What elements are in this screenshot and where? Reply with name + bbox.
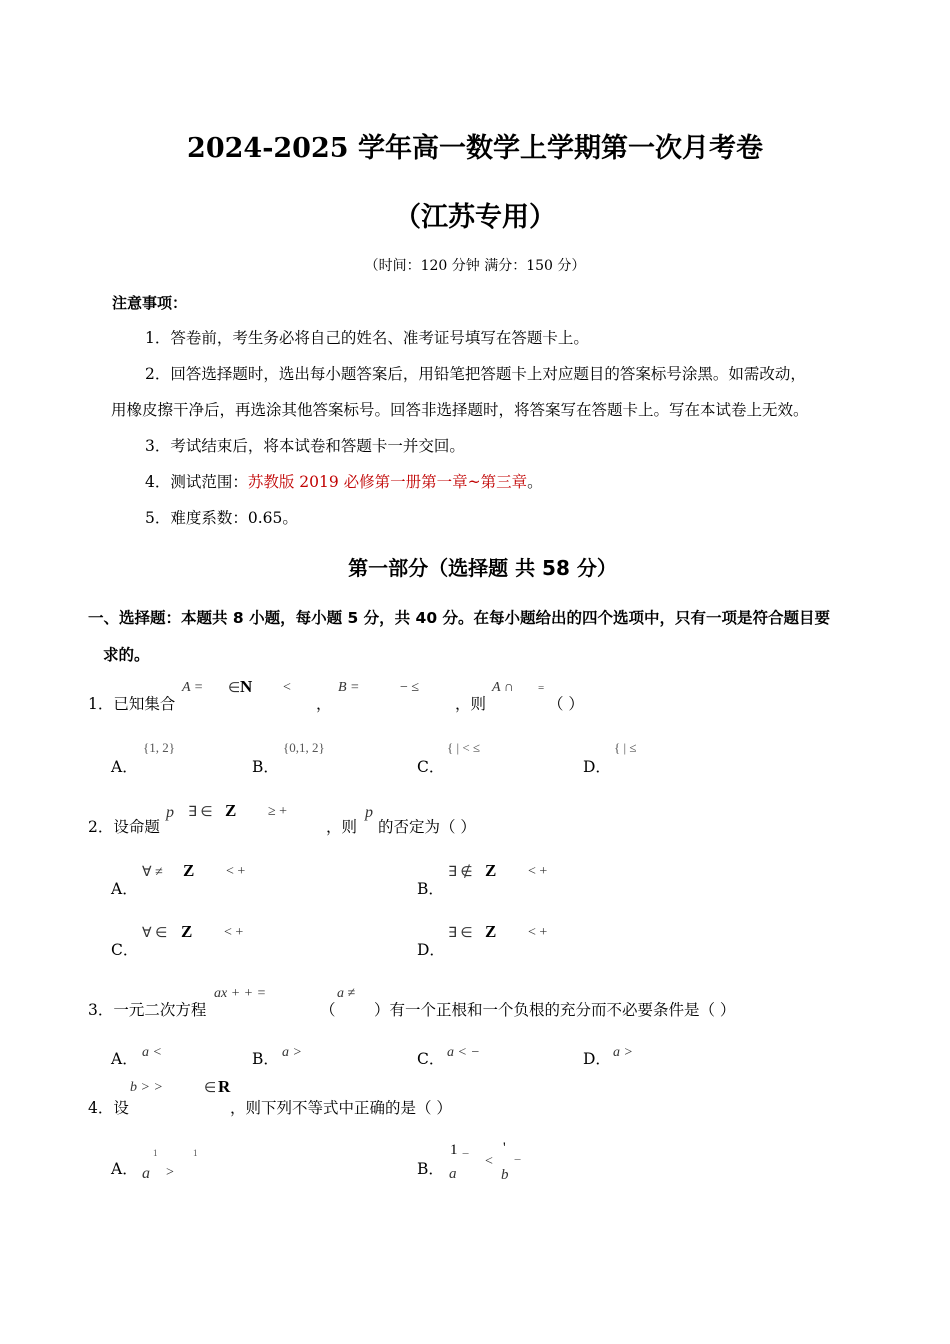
- section-instructions-b: 求的。: [103, 646, 150, 664]
- q2-option-b-m1: ∃ ∉: [448, 865, 473, 880]
- q3-option-b-math: a >: [282, 1045, 302, 1060]
- q1-option-b-math: {0,1, 2}: [283, 740, 325, 755]
- q1-option-a-math: {1, 2}: [143, 740, 175, 755]
- note-item-4-suffix: 。: [527, 473, 543, 491]
- q2-m1: ∃ ∈: [188, 805, 213, 820]
- q1-math-b2: − ≤: [400, 680, 420, 695]
- note-item-3: 3．考试结束后，将本试卷和答题卡一并交回。: [145, 437, 465, 455]
- question-2-stem: 2．设命题: [88, 818, 160, 836]
- section-title: 第一部分（选择题 共 58 分）: [348, 556, 617, 580]
- question-4-stem: 4．设: [88, 1099, 129, 1117]
- q2-option-d-m2: < +: [528, 925, 548, 940]
- q3-option-c-label: C．: [417, 1050, 445, 1068]
- q2-option-b-m2: < +: [528, 864, 548, 879]
- q2-option-d-label: D．: [417, 941, 445, 959]
- page-title: 2024-2025 学年高一数学上学期第一次月考卷: [187, 133, 763, 164]
- q4-option-b-tick: ': [503, 1140, 506, 1156]
- q1-math-b: B =: [338, 680, 360, 695]
- section-instructions-a: 一、选择题：本题共 8 小题，每小题 5 分，共 40 分。在每小题给出的四个选项中，只有一项是符合题目要: [88, 609, 831, 627]
- q1-then: ，则: [455, 695, 487, 713]
- note-item-5: 5．难度系数：0.65。: [145, 509, 298, 527]
- q2-option-b-z: Z: [485, 861, 497, 880]
- q1-math-c: A ∩: [492, 680, 514, 695]
- q2-option-a-m2: < +: [226, 864, 246, 879]
- q2-option-d-z: Z: [485, 922, 497, 941]
- question-3-stem: 3．一元二次方程: [88, 1001, 207, 1019]
- q3-paren-open: （: [320, 1001, 336, 1019]
- q4-option-b-a: a: [449, 1166, 457, 1182]
- q4-option-a-den: a: [142, 1165, 150, 1182]
- q3-option-a-label: A．: [111, 1050, 138, 1068]
- q3-option-b-label: B．: [252, 1050, 279, 1068]
- q4-option-a-num1: 1: [153, 1148, 158, 1158]
- note-item-4-prefix: 4．测试范围：: [145, 473, 248, 491]
- q1-set-n: N: [240, 677, 253, 696]
- note-item-4-scope: 苏教版 2019 必修第一册第一章~第三章: [247, 473, 528, 491]
- q3-option-a-math: a <: [142, 1045, 162, 1060]
- q4-option-a-gt: >: [166, 1165, 174, 1180]
- q4-option-b-b: b: [501, 1167, 509, 1183]
- q3-option-d-math: a >: [613, 1045, 633, 1060]
- q1-option-d-math: { | ≤: [614, 740, 637, 755]
- q2-p2: p: [365, 804, 373, 821]
- q1-option-d-label: D．: [583, 758, 611, 776]
- q2-option-d-m1: ∃ ∈: [448, 926, 473, 941]
- q2-then: ，则: [326, 818, 358, 836]
- q2-option-c-z: Z: [181, 922, 193, 941]
- q4-option-b-num: 1: [450, 1142, 458, 1158]
- q4-option-b-label: B．: [417, 1160, 444, 1178]
- q1-option-c-math: { | < ≤: [447, 740, 481, 755]
- q1-paren: （ ）: [548, 695, 584, 713]
- q4-option-b-dash2: −: [514, 1152, 522, 1167]
- exam-meta: （时间：120 分钟 满分：150 分）: [364, 258, 586, 274]
- q1-option-a-label: A．: [111, 758, 138, 776]
- q3-option-c-math: a < −: [447, 1045, 480, 1060]
- q2-option-a-label: A．: [111, 880, 138, 898]
- q2-option-c-m2: < +: [224, 925, 244, 940]
- q2-p: p: [166, 804, 174, 821]
- q3-condition: a ≠: [337, 986, 356, 1001]
- q4-option-a-num2: 1: [193, 1148, 198, 1158]
- q1-math-eq: =: [538, 682, 545, 694]
- q2-suffix: 的否定为（ ）: [378, 818, 476, 836]
- q2-option-a-m1: ∀ ≠: [142, 865, 163, 880]
- q2-m2: ≥ +: [268, 804, 288, 819]
- q3-equation: ax + + =: [214, 986, 267, 1001]
- q2-option-c-m1: ∀ ∈: [142, 926, 168, 941]
- q1-math-lt: <: [283, 680, 291, 695]
- note-item-4: [145, 470, 543, 492]
- q2-option-c-label: C．: [111, 941, 139, 959]
- q2-option-a-z: Z: [183, 861, 195, 880]
- q4-m2: ∈: [204, 1081, 217, 1096]
- q1-option-c-label: C．: [417, 758, 445, 776]
- q2-set-z: Z: [225, 801, 237, 820]
- q4-set-r: R: [218, 1077, 231, 1096]
- question-1-stem: 1．已知集合: [88, 695, 176, 713]
- q4-m1: b > >: [130, 1080, 163, 1095]
- note-item-2b: 用橡皮擦干净后，再选涂其他答案标号。回答非选择题时，将答案写在答题卡上。写在本试卷上无效。: [111, 401, 809, 419]
- note-item-2a: 2．回答选择题时，选出每小题答案后，用铅笔把答题卡上对应题目的答案标号涂黑。如需改动，: [145, 365, 806, 383]
- q4-option-b-dash: −: [462, 1146, 470, 1161]
- page-subtitle: （江苏专用）: [394, 202, 556, 233]
- q3-option-d-label: D．: [583, 1050, 611, 1068]
- q2-option-b-label: B．: [417, 880, 444, 898]
- q4-suffix: ，则下列不等式中正确的是（ ）: [230, 1099, 452, 1117]
- q4-option-a-label: A．: [111, 1160, 138, 1178]
- q4-option-b-lt: <: [485, 1154, 493, 1169]
- q1-comma: ，: [316, 695, 332, 713]
- q3-suffix: ）有一个正根和一个负根的充分而不必要条件是（ ）: [374, 1001, 736, 1019]
- q1-math-a: A =: [182, 680, 204, 695]
- q1-option-b-label: B．: [252, 758, 279, 776]
- notes-heading: 注意事项：: [112, 294, 188, 312]
- note-item-1: 1．答卷前，考生务必将自己的姓名、准考证号填写在答题卡上。: [145, 329, 589, 347]
- q1-math-in: ∈: [228, 681, 241, 696]
